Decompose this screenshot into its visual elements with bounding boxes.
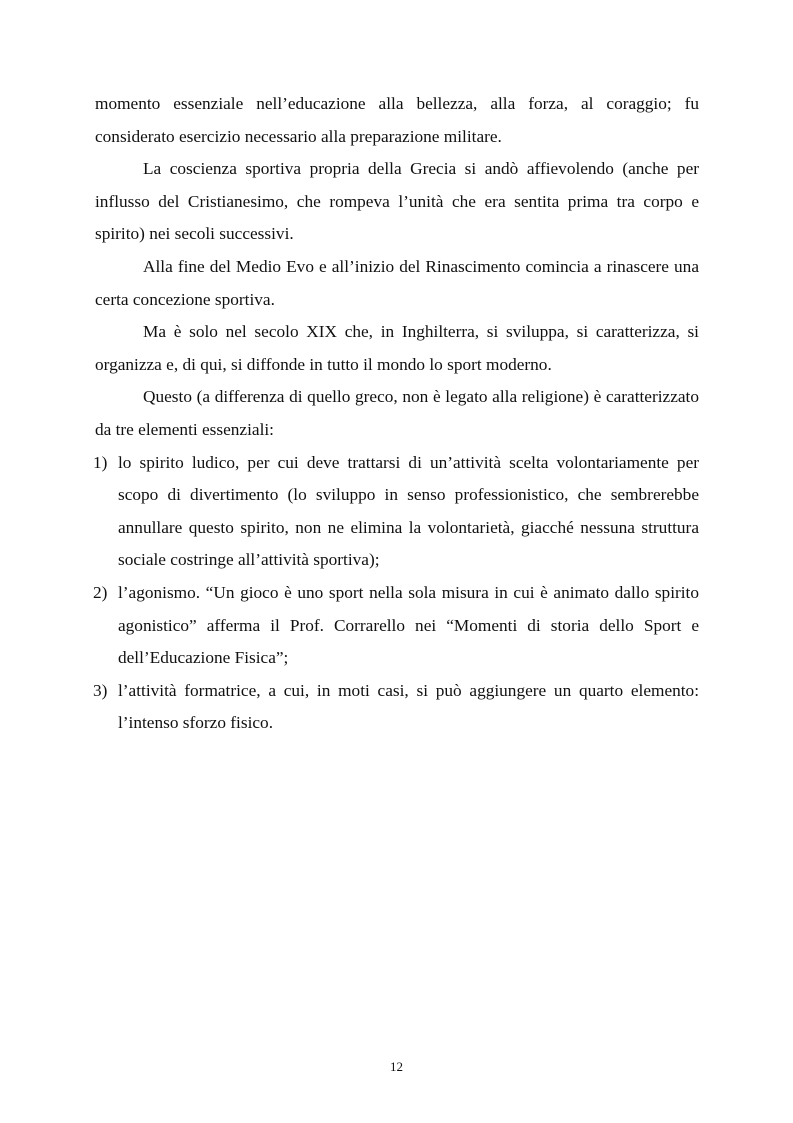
paragraph-4: Ma è solo nel secolo XIX che, in Inghilterra, si sviluppa, si caratterizza, si organizza e, di qui, si diffonde in tutto il mondo lo sport moderno. <box>95 322 699 374</box>
list-item <box>95 577 699 675</box>
list-item-number: 3) <box>93 680 108 700</box>
list-item <box>95 675 699 740</box>
paragraph-2: La coscienza sportiva propria della Grecia si andò affievolendo (anche per influsso del Cristianesimo, che rompeva l’unità che era sentita prima tra corpo e spirito) nei secoli successivi. <box>95 159 699 244</box>
paragraph-1: momento essenziale nell’educazione alla bellezza, alla forza, al coraggio; fu considerato esercizio necessario alla preparazione militare. <box>95 94 699 146</box>
list-item <box>95 447 699 577</box>
elements-list <box>95 447 699 740</box>
page-body <box>95 88 699 740</box>
page-number: 12 <box>390 1059 403 1074</box>
list-item-number: 2) <box>93 582 108 602</box>
list-item-text: l’agonismo. “Un gioco è uno sport nella sola misura in cui è animato dallo spirito agonistico” afferma il Prof. Corrarello nei “Momenti di storia dello Sport e dell’Educazione Fisica”; <box>118 582 699 668</box>
paragraph-5: Questo (a differenza di quello greco, non è legato alla religione) è caratterizzato da tre elementi essenziali: <box>95 387 699 439</box>
list-item-text: lo spirito ludico, per cui deve trattarsi di un’attività scelta volontariamente per scopo di divertimento (lo sviluppo in senso professionistico, che sembrerebbe annullare questo spirito, non ne elimina la volontarietà, giacché nessuna struttura sociale costringe all’attività sportiva); <box>118 452 699 570</box>
list-item-number: 1) <box>93 452 108 472</box>
list-item-text: l’attività formatrice, a cui, in moti casi, si può aggiungere un quarto elemento: l’intenso sforzo fisico. <box>118 680 699 733</box>
paragraph-3: Alla fine del Medio Evo e all’inizio del Rinascimento comincia a rinascere una certa concezione sportiva. <box>95 256 699 309</box>
